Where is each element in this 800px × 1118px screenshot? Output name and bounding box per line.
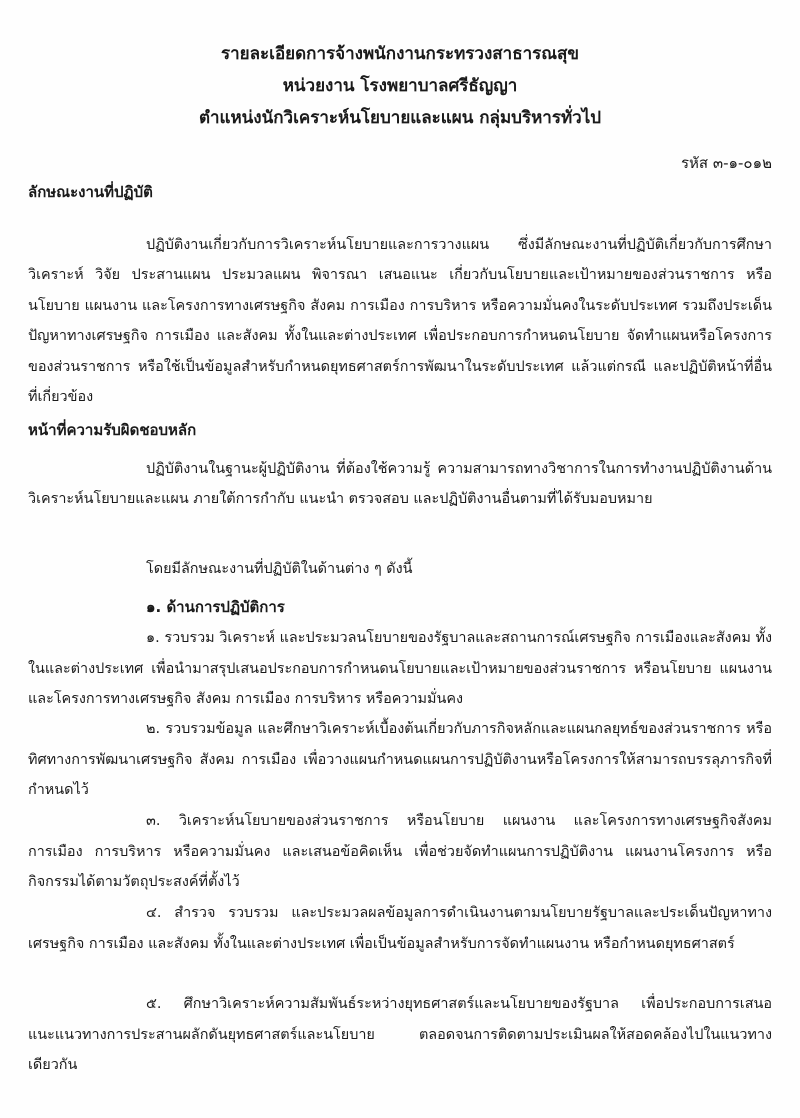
list-item: ๔. สำรวจ รวบรวม และประมวลผลข้อมูลการดำเนินงานตามนโยบายรัฐบาลและประเด็นปัญหาทางเศรษฐกิจ การเมือง และสังคม ทั้งในและต่างประเทศ เพื่อเป็นข้อมูลสำหรับการจัดทำแผนงาน หรือกำหนดยุทธศาสตร์ [28,905,772,952]
position-code: รหัส ๓-๑-๐๑๒ [680,154,772,172]
list-item: ๓. วิเคราะห์นโยบายของส่วนราชการ หรือนโยบาย แผนงาน และโครงการทางเศรษฐกิจสังคม การเมือง การบริหาร หรือความมั่นคง และเสนอข้อคิดเห็น เพื่อช่วยจัดทำแผนการปฏิบัติงาน แผนงานโครงการ หรือ กิจกรรมได้ตามวัตถุประสงค์ที่ตั้งไว้ [28,813,772,891]
list-item: ๕. ศึกษาวิเคราะห์ความสัมพันธ์ระหว่างยุทธศาสตร์และนโยบายของรัฐบาล เพื่อประกอบการเสนอแนะแนวทางการประสานผลักดันยุทธศาสตร์และนโยบาย ตลอดจนการติดตามประเมินผลให้สอดคล้องไปในแนวทางเดียวกัน [28,996,772,1074]
section-heading-job-characteristics: ลักษณะงานที่ปฏิบัติ [28,183,153,201]
job-characteristics-paragraph: ปฏิบัติงานเกี่ยวกับการวิเคราะห์นโยบายและการวางแผน ซึ่งมีลักษณะงานที่ปฏิบัติเกี่ยวกับการศึกษา วิเคราะห์ วิจัย ประสานแผน ประมวลแผน พิจารณา เสนอแนะ เกี่ยวกับนโยบายและเป้าหมายของส่วนราชการ หรือนโยบาย แผนงาน และโครงการทางเศรษฐกิจ สังคม การเมือง การบริหาร หรือความมั่นคงในระดับประเทศ รวมถึงประเด็นปัญหาทางเศรษฐกิจ การเมือง และสังคม ทั้งในและต่างประเทศ เพื่อประกอบการกำหนดนโยบาย จัดทำแผนหรือโครงการของส่วนราชการ หรือใช้เป็นข้อมูลสำหรับกำหนดยุทธศาสตร์การพัฒนาในระดับประเทศ แล้วแต่กรณี และปฏิบัติหน้าที่อื่นที่เกี่ยวข้อง [28,237,772,406]
list-item: ๑. รวบรวม วิเคราะห์ และประมวลนโยบายของรัฐบาลและสถานการณ์เศรษฐกิจ การเมืองและสังคม ทั้งในและต่างประเทศ เพื่อนำมาสรุปเสนอประกอบการกำหนดนโยบายและเป้าหมายของส่วนราชการ หรือนโยบาย แผนงาน และโครงการทางเศรษฐกิจ สังคม การเมือง การบริหาร หรือความมั่นคง [28,630,772,708]
header-position: ตำแหน่งนักวิเคราะห์นโยบายและแผน กลุ่มบริหารทั่วไป [198,108,602,128]
tasks-intro: โดยมีลักษณะงานที่ปฏิบัติในด้านต่าง ๆ ดังนี้ [146,561,413,577]
responsibilities-paragraph: ปฏิบัติงานในฐานะผู้ปฏิบัติงาน ที่ต้องใช้ความรู้ ความสามารถทางวิชาการในการทำงานปฏิบัติงานด้านวิเคราะห์นโยบายและแผน ภายใต้การกำกับ แนะนำ ตรวจสอบ และปฏิบัติงานอื่นตามที่ได้รับมอบหมาย [28,461,772,508]
list-item: ๒. รวบรวมข้อมูล และศึกษาวิเคราะห์เบื้องต้นเกี่ยวกับภารกิจหลักและแผนกลยุทธ์ของส่วนราชการ หรือทิศทางการพัฒนาเศรษฐกิจ สังคม การเมือง เพื่อวางแผนกำหนดแผนการปฏิบัติงานหรือโครงการให้สามารถบรรลุภารกิจที่กำหนดไว้ [28,721,772,799]
header-title: รายละเอียดการจ้างพนักงานกระทรวงสาธารณสุข [220,44,580,64]
document-header [0,38,800,134]
operations-subheading: ๑. ด้านการปฏิบัติการ [146,598,285,616]
section-heading-responsibilities: หน้าที่ความรับผิดชอบหลัก [28,421,197,439]
header-department: หน่วยงาน โรงพยาบาลศรีธัญญา [282,76,518,96]
